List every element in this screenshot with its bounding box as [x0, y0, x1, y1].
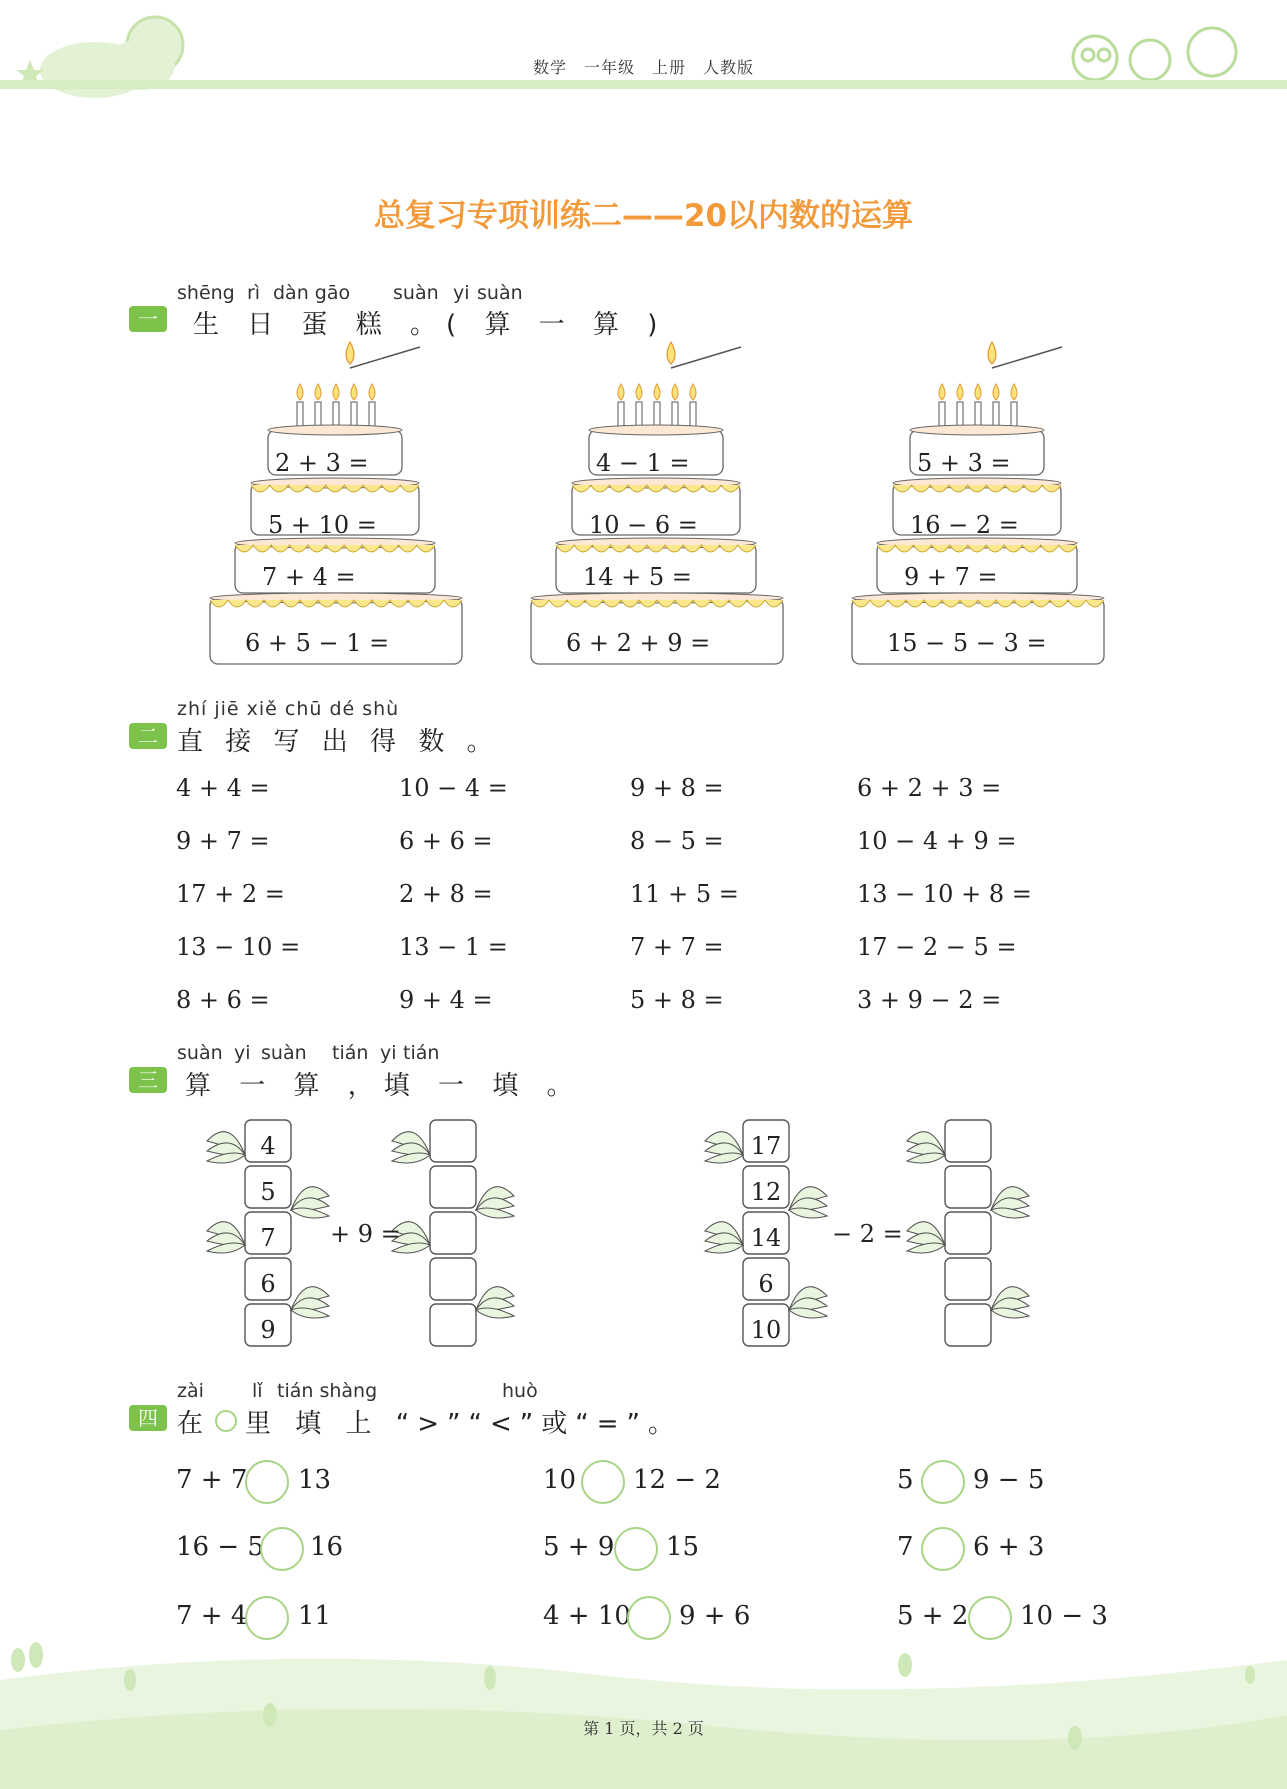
compare-2-1-right: 16 [310, 1532, 344, 1562]
section-1-pinyin-1: rì [247, 282, 261, 304]
compare-3-1-circle[interactable] [245, 1596, 289, 1640]
section-3-title: 算 一 算 ，填 一 填 。 [185, 1071, 583, 1101]
cake-1 [210, 342, 462, 664]
equation-3-2: 2 + 8 = [399, 880, 493, 908]
section-3-pinyin-0: suàn [177, 1042, 223, 1064]
cake-3-tier-4: 15 − 5 − 3 = [887, 629, 1047, 657]
section-badge-2: 二 [129, 723, 167, 749]
section-4-pinyin-3: huò [502, 1380, 538, 1402]
cake-3-tier-2: 16 − 2 = [910, 511, 1019, 539]
compare-3-3-circle[interactable] [968, 1596, 1012, 1640]
section-4-title-a: 在 [177, 1409, 214, 1439]
equation-5-3: 5 + 8 = [630, 986, 724, 1014]
page-title: 总复习专项训练二——20以内数的运算 [373, 198, 914, 234]
bamboo-illustration [0, 1110, 1287, 1360]
equation-3-1: 17 + 2 = [176, 880, 285, 908]
cake-1-tier-1: 2 + 3 = [275, 449, 369, 477]
section-4-pinyin-1: lǐ [252, 1380, 263, 1402]
cake-2-tier-2: 10 − 6 = [589, 511, 698, 539]
section-badge-3: 三 [129, 1067, 167, 1093]
compare-3-2-right: 9 + 6 [679, 1601, 751, 1631]
bamboo-right-number-1: 17 [750, 1132, 782, 1160]
section-1-pinyin-4: yi [453, 282, 470, 304]
footer-landscape [0, 1620, 1287, 1789]
compare-3-3-left: 5 + 2 [897, 1601, 969, 1631]
compare-1-2-left: 10 [543, 1465, 577, 1495]
bamboo-right-number-4: 6 [758, 1270, 774, 1298]
compare-1-1-left: 7 + 7 [176, 1465, 248, 1495]
compare-2-2-circle[interactable] [614, 1527, 658, 1571]
bamboo-left-number-4: 6 [260, 1270, 276, 1298]
header-rule [0, 80, 1287, 89]
bamboo-right-number-5: 10 [750, 1316, 782, 1344]
compare-1-3-right: 9 − 5 [973, 1465, 1045, 1495]
compare-2-1-left: 16 − 5 [176, 1532, 264, 1562]
compare-2-2-right: 15 [666, 1532, 700, 1562]
equation-2-1: 9 + 7 = [176, 827, 270, 855]
bamboo-left-operation: + 9 = [330, 1220, 401, 1248]
compare-3-2-circle[interactable] [627, 1596, 671, 1640]
compare-2-3-left: 7 [897, 1532, 914, 1562]
equation-5-4: 3 + 9 − 2 = [857, 986, 1002, 1014]
equation-5-1: 8 + 6 = [176, 986, 270, 1014]
compare-1-2-right: 12 − 2 [633, 1465, 721, 1495]
bamboo-left-number-5: 9 [260, 1316, 276, 1344]
section-3-pinyin-5: tián [403, 1042, 440, 1064]
equation-4-3: 7 + 7 = [630, 933, 724, 961]
equation-2-2: 6 + 6 = [399, 827, 493, 855]
equation-5-2: 9 + 4 = [399, 986, 493, 1014]
equation-1-2: 10 − 4 = [399, 774, 508, 802]
compare-1-2-circle[interactable] [581, 1460, 625, 1504]
section-3-pinyin-4: yi [380, 1042, 397, 1064]
equation-2-4: 10 − 4 + 9 = [857, 827, 1017, 855]
bamboo-left-number-3: 7 [260, 1224, 276, 1252]
section-3-pinyin-2: suàn [261, 1042, 307, 1064]
bamboo-left-number-1: 4 [260, 1132, 276, 1160]
bamboo-right-number-2: 12 [750, 1178, 782, 1206]
bamboo-right-answers [907, 1120, 1029, 1346]
compare-2-2-left: 5 + 9 [543, 1532, 615, 1562]
equation-3-4: 13 − 10 + 8 = [857, 880, 1032, 908]
bamboo-left-answers [392, 1120, 514, 1346]
section-1-pinyin-2: dàn gāo [273, 282, 351, 304]
bamboo-right-number-3: 14 [750, 1224, 782, 1252]
compare-3-1-right: 11 [298, 1601, 332, 1631]
compare-2-3-right: 6 + 3 [973, 1532, 1045, 1562]
section-1-pinyin-5: suàn [477, 282, 523, 304]
cake-1-tier-3: 7 + 4 = [262, 563, 356, 591]
cake-2-tier-4: 6 + 2 + 9 = [566, 629, 711, 657]
section-4-pinyin-0: zài [177, 1380, 204, 1402]
equation-4-1: 13 − 10 = [176, 933, 301, 961]
cake-1-tier-4: 6 + 5 − 1 = [245, 629, 390, 657]
equation-4-4: 17 − 2 − 5 = [857, 933, 1017, 961]
section-4-pinyin-2: tián shàng [277, 1380, 378, 1402]
cake-2-tier-3: 14 + 5 = [583, 563, 692, 591]
cake-2-tier-1: 4 − 1 = [596, 449, 690, 477]
section-badge-1: 一 [129, 306, 167, 332]
section-2-title: 直 接 写 出 得 数 。 [177, 727, 500, 757]
section-badge-4: 四 [129, 1405, 167, 1431]
compare-1-1-circle[interactable] [245, 1460, 289, 1504]
compare-2-1-circle[interactable] [260, 1527, 304, 1571]
compare-2-3-circle[interactable] [921, 1527, 965, 1571]
section-3-pinyin-3: tián [332, 1042, 369, 1064]
section-1-pinyin-0: shēng [177, 282, 235, 304]
bamboo-right-operation: − 2 = [832, 1220, 903, 1248]
cake-3 [852, 342, 1104, 664]
circle-icon [215, 1410, 237, 1432]
compare-1-3-left: 5 [897, 1465, 914, 1495]
cake-2 [531, 342, 783, 664]
compare-3-2-left: 4 + 10 [543, 1601, 631, 1631]
compare-3-3-right: 10 − 3 [1020, 1601, 1108, 1631]
section-3-pinyin-1: yi [234, 1042, 251, 1064]
equation-3-3: 11 + 5 = [630, 880, 739, 908]
equation-4-2: 13 − 1 = [399, 933, 508, 961]
equation-1-3: 9 + 8 = [630, 774, 724, 802]
compare-1-3-circle[interactable] [921, 1460, 965, 1504]
equation-2-3: 8 − 5 = [630, 827, 724, 855]
page-number: 第 1 页，共 2 页 [583, 1719, 704, 1738]
cake-1-tier-2: 5 + 10 = [268, 511, 377, 539]
cake-3-tier-1: 5 + 3 = [917, 449, 1011, 477]
compare-1-1-right: 13 [298, 1465, 332, 1495]
section-2-pinyin: zhí jiē xiě chū dé shù [177, 698, 400, 720]
section-1-title: 生 日 蛋 糕 。( 算 一 算 ) [193, 310, 668, 340]
compare-3-1-left: 7 + 4 [176, 1601, 248, 1631]
header-text: 数学 一年级 上册 人教版 [532, 58, 754, 77]
section-1-pinyin-3: suàn [393, 282, 439, 304]
bamboo-left-number-2: 5 [260, 1178, 276, 1206]
equation-1-4: 6 + 2 + 3 = [857, 774, 1002, 802]
equation-1-1: 4 + 4 = [176, 774, 270, 802]
cake-3-tier-3: 9 + 7 = [904, 563, 998, 591]
section-4-title-b: 里 填 上 “>”“<”或“=”。 [245, 1409, 682, 1439]
